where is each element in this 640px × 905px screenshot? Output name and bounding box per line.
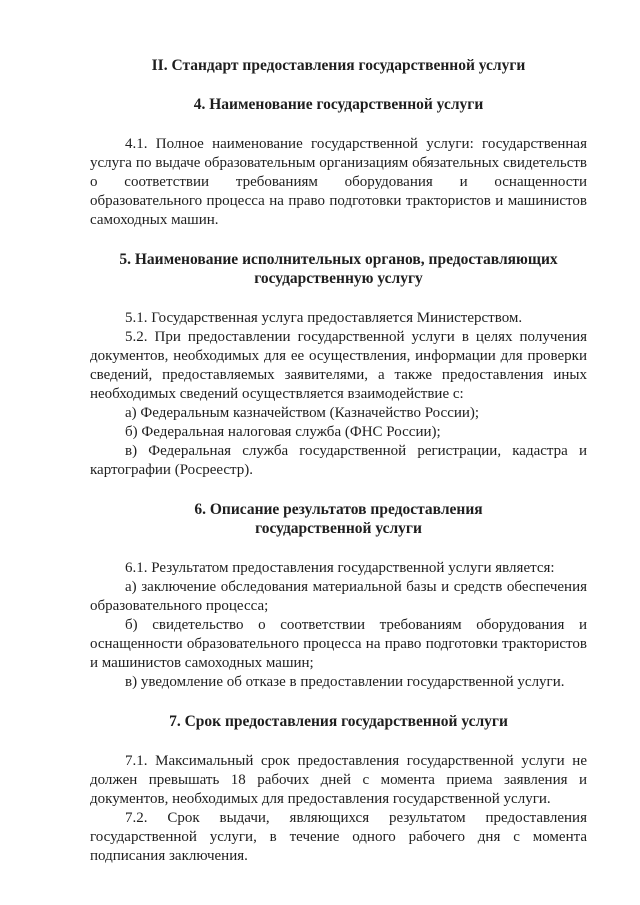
- document-page: [90, 56, 587, 866]
- section-5: [90, 250, 587, 480]
- list-item-6-a: а) заключение обследования материальной базы и средств обеспечения образовательного процесса;: [90, 579, 587, 614]
- paragraph-4-1: 4.1. Полное наименование государственной услуги: государственная услуга по выдаче образовательным организациям обязательных свидетельств о соответствии требованиям оборудования и оснащенности образовательного процесса на право подготовки трактористов и машинистов самоходных машин.: [90, 136, 587, 228]
- list-item-6-v: в) уведомление об отказе в предоставлении государственной услуги.: [125, 674, 565, 690]
- section-4: [90, 95, 587, 230]
- list-item-5-b: б) Федеральная налоговая служба (ФНС России);: [125, 424, 441, 440]
- section-spacer: [90, 230, 587, 250]
- paragraph-5-1: 5.1. Государственная услуга предоставляется Министерством.: [125, 310, 523, 326]
- paragraph-5-2: 5.2. При предоставлении государственной услуги в целях получения документов, необходимых для ее осуществления, информации для проверки сведений, предоставляемых заявителями, а также предоставления иных необходимых сведений осуществляется взаимодействие с:: [90, 329, 587, 402]
- section-6-heading: [90, 500, 587, 538]
- section-5-heading: [90, 250, 587, 288]
- section-6: [90, 500, 587, 692]
- paragraph-7-2: 7.2. Срок выдачи, являющихся результатом предоставления государственной услуги, в течение одного рабочего дня с момента подписания заключения.: [90, 810, 587, 864]
- section-7: [90, 712, 587, 866]
- section-5-heading-line1: 5. Наименование исполнительных органов, предоставляющих: [119, 251, 558, 268]
- section-7-heading: 7. Срок предоставления государственной услуги: [169, 713, 508, 730]
- document-title: II. Стандарт предоставления государственной услуги: [151, 57, 526, 74]
- section-4-heading: 4. Наименование государственной услуги: [193, 96, 484, 113]
- paragraph-7-1: 7.1. Максимальный срок предоставления государственной услуги не должен превышать 18 рабочих дней с момента приема заявления и документов, необходимых для предоставления государственной услуги.: [90, 753, 587, 807]
- section-spacer: [90, 480, 587, 500]
- list-item-5-a: а) Федеральным казначейством (Казначейство России);: [125, 405, 480, 421]
- list-item-5-v: в) Федеральная служба государственной регистрации, кадастра и картографии (Росреестр).: [90, 443, 587, 478]
- section-6-heading-line2: государственной услуги: [255, 520, 422, 537]
- paragraph-6-1: 6.1. Результатом предоставления государственной услуги является:: [125, 560, 555, 576]
- section-spacer: [90, 692, 587, 712]
- section-5-heading-line2: государственную услугу: [254, 270, 423, 287]
- list-item-6-b: б) свидетельство о соответствии требованиям оборудования и оснащенности образовательного процесса на право подготовки трактористов и машинистов самоходных машин;: [90, 617, 587, 671]
- section-6-heading-line1: 6. Описание результатов предоставления: [194, 501, 483, 518]
